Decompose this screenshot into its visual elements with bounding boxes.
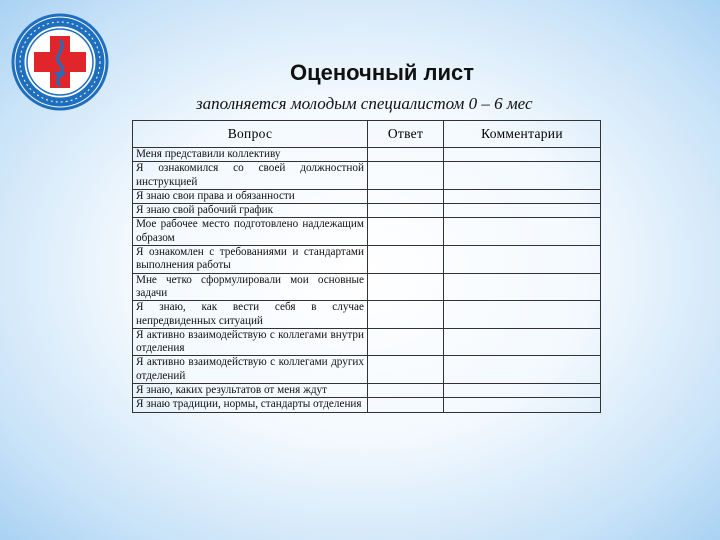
- answer-cell[interactable]: [368, 189, 444, 203]
- answer-cell[interactable]: [368, 328, 444, 356]
- answer-cell[interactable]: [368, 398, 444, 412]
- answer-cell[interactable]: [368, 204, 444, 218]
- comment-cell[interactable]: [444, 384, 601, 398]
- comment-cell[interactable]: [444, 204, 601, 218]
- question-cell: Я знаю свой рабочий график: [133, 204, 368, 218]
- comment-cell[interactable]: [444, 162, 601, 190]
- answer-cell[interactable]: [368, 148, 444, 162]
- question-cell: Я активно взаимодействую с коллегами других отделений: [133, 356, 368, 384]
- answer-cell[interactable]: [368, 301, 444, 329]
- table-row: [133, 162, 601, 190]
- evaluation-table: [132, 120, 601, 413]
- question-cell: Меня представили коллективу: [133, 148, 368, 162]
- comment-cell[interactable]: [444, 189, 601, 203]
- table-row: [133, 148, 601, 162]
- comment-cell[interactable]: [444, 273, 601, 301]
- page-title: Оценочный лист: [290, 60, 475, 85]
- table-row: [133, 189, 601, 203]
- comment-cell[interactable]: [444, 246, 601, 274]
- question-cell: Я знаю, каких результатов от меня ждут: [133, 384, 368, 398]
- page-subtitle: заполняется молодым специалистом 0 – 6 мес: [196, 94, 533, 113]
- question-cell: Мое рабочее место подготовлено надлежащим образом: [133, 218, 368, 246]
- table-row: [133, 398, 601, 412]
- answer-cell[interactable]: [368, 246, 444, 274]
- table-row: [133, 301, 601, 329]
- question-cell: Я ознакомился со своей должностной инструкцией: [133, 162, 368, 190]
- question-cell: Я ознакомлен с требованиями и стандартами выполнения работы: [133, 246, 368, 274]
- answer-cell[interactable]: [368, 384, 444, 398]
- comment-cell[interactable]: [444, 328, 601, 356]
- table-row: [133, 273, 601, 301]
- table-row: [133, 218, 601, 246]
- question-cell: Я активно взаимодействую с коллегами внутри отделения: [133, 328, 368, 356]
- table-row: [133, 204, 601, 218]
- table-row: [133, 356, 601, 384]
- answer-cell[interactable]: [368, 273, 444, 301]
- column-header-question: Вопрос: [133, 121, 368, 148]
- answer-cell[interactable]: [368, 162, 444, 190]
- column-header-answer: Ответ: [368, 121, 444, 148]
- answer-cell[interactable]: [368, 218, 444, 246]
- question-cell: Я знаю, как вести себя в случае непредвиденных ситуаций: [133, 301, 368, 329]
- table-row: [133, 328, 601, 356]
- question-cell: Я знаю традиции, нормы, стандарты отделения: [133, 398, 368, 412]
- comment-cell[interactable]: [444, 301, 601, 329]
- comment-cell[interactable]: [444, 398, 601, 412]
- answer-cell[interactable]: [368, 356, 444, 384]
- question-cell: Мне четко сформулировали мои основные задачи: [133, 273, 368, 301]
- comment-cell[interactable]: [444, 356, 601, 384]
- column-header-comment: Комментарии: [444, 121, 601, 148]
- question-cell: Я знаю свои права и обязанности: [133, 189, 368, 203]
- comment-cell[interactable]: [444, 218, 601, 246]
- table-header-row: [133, 121, 601, 148]
- medical-college-emblem-icon: [10, 12, 110, 112]
- comment-cell[interactable]: [444, 148, 601, 162]
- table-row: [133, 246, 601, 274]
- table-row: [133, 384, 601, 398]
